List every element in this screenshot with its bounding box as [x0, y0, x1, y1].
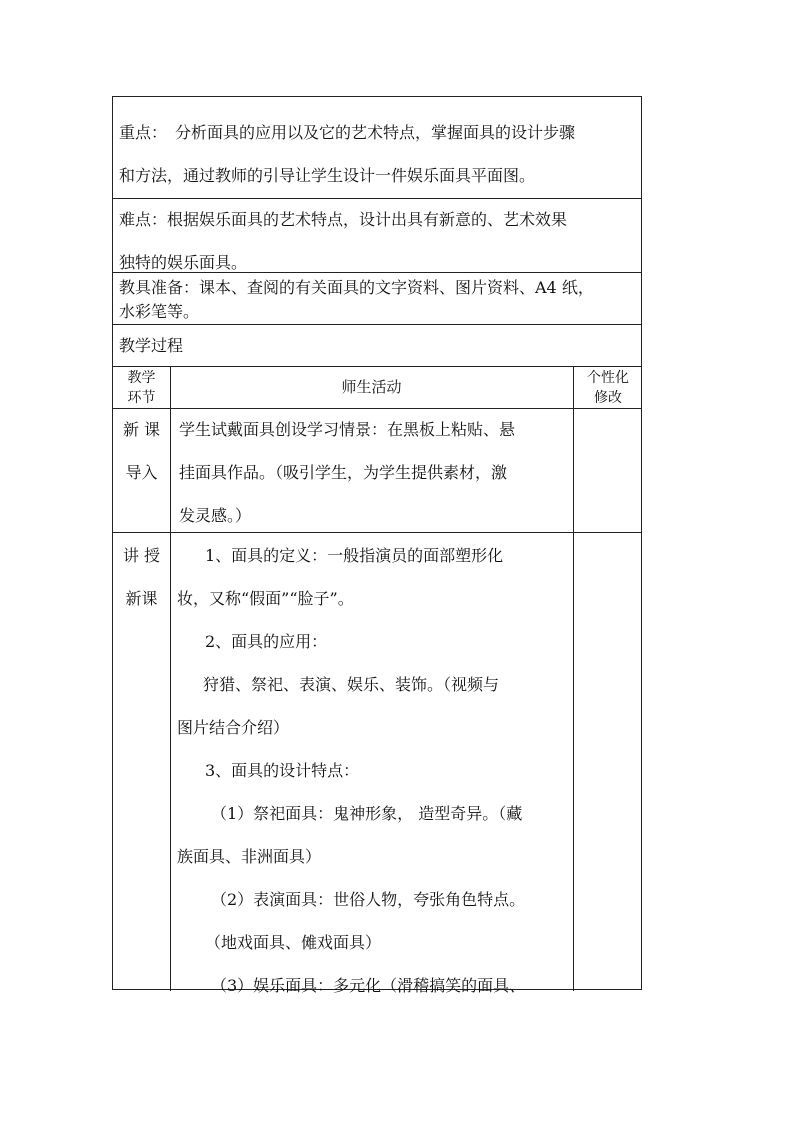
activity-line: （3）娱乐面具：多元化（滑稽搞笑的面具、 — [211, 976, 526, 995]
activity-line: （地戏面具、傩戏面具） — [205, 933, 382, 952]
header-stage-line: 教学 — [127, 370, 156, 386]
process-title: 教学过程 — [119, 336, 184, 355]
activity-intro — [179, 408, 571, 537]
activity-line: 学生试戴面具创设学习情景：在黑板上粘贴、悬 — [179, 420, 516, 439]
column-divider — [170, 366, 171, 991]
header-revision-line: 个性化 — [587, 370, 629, 386]
header-stage — [113, 368, 170, 408]
materials-line: 教具准备：课本、查阅的有关面具的文字资料、图片资料、A4 纸， — [119, 278, 594, 297]
stage-label: 导入 — [125, 463, 158, 482]
key-points-label: 重点： — [119, 123, 168, 142]
header-revision-line: 修改 — [594, 390, 622, 406]
materials-cell — [119, 276, 639, 324]
activity-line: 3、面具的设计特点： — [205, 761, 360, 780]
difficulty-line: 难点：根据娱乐面具的艺术特点，设计出具有新意的、艺术效果 — [119, 210, 568, 229]
stage-label: 新课 — [125, 589, 158, 608]
activity-line: 挂面具作品。（吸引学生，为学生提供素材，激 — [179, 463, 508, 482]
activity-line: （2）表演面具：世俗人物，夸张角色特点。 — [211, 890, 526, 909]
header-stage-line: 环节 — [127, 390, 156, 406]
materials-line: 水彩笔等。 — [119, 302, 200, 321]
row-divider — [113, 324, 641, 325]
stage-intro — [113, 408, 170, 494]
key-points-line: 分析面具的应用以及它的艺术特点，掌握面具的设计步骤 — [175, 123, 576, 142]
activity-line: 族面具、非洲面具） — [177, 847, 322, 866]
activity-line: 图片结合介绍） — [177, 718, 290, 737]
stage-teaching — [113, 534, 170, 620]
difficulty-cell — [119, 198, 639, 284]
activity-line: 妆，又称“假面”“脸子”。 — [177, 589, 354, 608]
activity-line: 狩猎、祭祀、表演、娱乐、装饰。（视频与 — [203, 675, 500, 694]
activity-line: 发灵感。） — [179, 506, 252, 525]
row-divider — [113, 366, 641, 367]
key-points-line: 和方法，通过教师的引导让学生设计一件娱乐面具平面图。 — [119, 166, 536, 185]
stage-label: 讲 授 — [122, 546, 161, 565]
activity-teaching — [177, 534, 571, 1007]
difficulty-line: 独特的娱乐面具。 — [119, 253, 248, 272]
activity-line: 1、面具的定义：一般指演员的面部塑形化 — [205, 546, 504, 565]
key-points-cell — [119, 111, 639, 197]
activity-line: （1）祭祀面具：鬼神形象， 造型奇异。（藏 — [211, 804, 523, 823]
lesson-plan-table — [112, 96, 642, 995]
activity-line: 2、面具的应用： — [205, 632, 328, 651]
column-divider — [573, 366, 574, 991]
header-revision — [573, 368, 643, 408]
stage-label: 新 课 — [122, 420, 161, 439]
header-activity: 师生活动 — [341, 378, 402, 396]
